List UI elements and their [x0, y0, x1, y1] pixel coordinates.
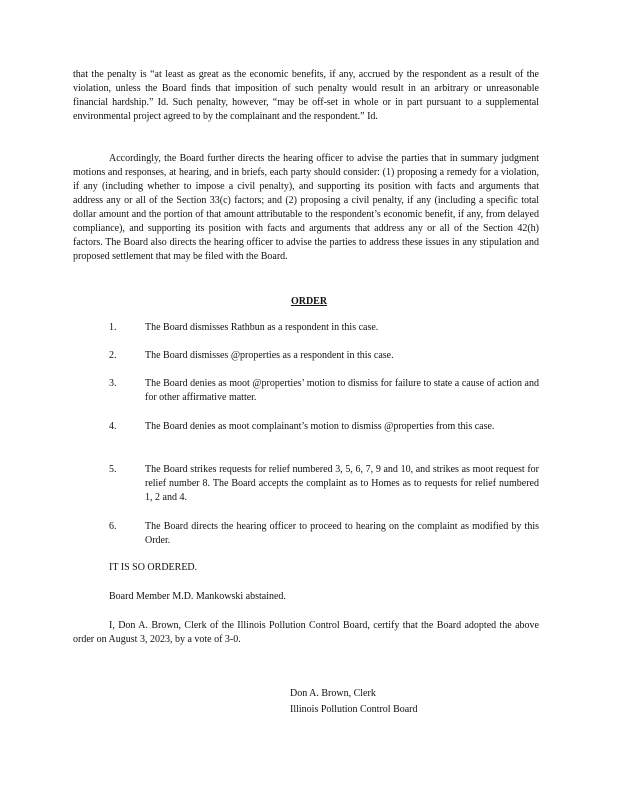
order-item-number: 5. — [109, 464, 117, 475]
signature-organization: Illinois Pollution Control Board — [290, 704, 418, 715]
order-item-text: The Board dismisses @properties as a respondent in this case. — [145, 350, 394, 361]
order-item-number: 2. — [109, 350, 117, 361]
certification-paragraph: I, Don A. Brown, Clerk of the Illinois Pollution Control Board, certify that the Board adopted the above order on August 3, 2023, by a vote of 3-0. — [73, 620, 539, 645]
order-item-text: The Board denies as moot @properties’ motion to dismiss for failure to state a cause of action and for other affirmative matter. — [145, 378, 539, 403]
order-item — [109, 520, 539, 548]
order-item — [109, 463, 539, 505]
order-item-text: The Board dismisses Rathbun as a respondent in this case. — [145, 322, 379, 333]
order-heading: ORDER — [290, 296, 328, 307]
so-ordered-line: IT IS SO ORDERED. — [109, 562, 198, 573]
signature-name: Don A. Brown, Clerk — [290, 688, 376, 699]
order-item-text: The Board directs the hearing officer to proceed to hearing on the complaint as modified by this Order. — [145, 521, 539, 546]
order-item — [109, 420, 539, 434]
accordingly-paragraph: Accordingly, the Board further directs the hearing officer to advise the parties that in summary judgment motions and responses, at hearing, and in briefs, each party should consider: (1) proposing a remedy for a violation, if any (including whether to impose a civil penalty), and supporting its position with facts and arguments that address any or all of the Section 33(c) factors; and (2) proposing a civil penalty, if any (including a specific total dollar amount and the portion of that amount attributable to the respondent’s economic benefit, if any, from delayed compliance), and supporting its position with facts and arguments that address any or all of the Section 42(h) factors. The Board also directs the hearing officer to advise the parties to address these issues in any stipulation and proposed settlement that may be filed with the Board. — [73, 153, 539, 262]
intro-paragraph: that the penalty is “at least as great as the economic benefits, if any, accrued by the respondent as a result of the violation, unless the Board finds that imposition of such penalty would result in an arbitrary or unreasonable financial hardship.” Id. Such penalty, however, “may be off-set in whole or in part pursuant to a supplemental environmental project agreed to by the complainant and the respondent.” Id. — [73, 69, 539, 122]
order-item — [109, 377, 539, 405]
order-item-text: The Board denies as moot complainant’s motion to dismiss @properties from this case. — [145, 421, 495, 432]
order-item-number: 1. — [109, 322, 117, 333]
abstained-line: Board Member M.D. Mankowski abstained. — [109, 591, 286, 602]
order-item-text: The Board strikes requests for relief numbered 3, 5, 6, 7, 9 and 10, and strikes as moot request for relief number 8. The Board accepts the complaint as to Homes as to requests for relief numbered 1, 2 and 4. — [145, 464, 539, 503]
order-item — [109, 349, 539, 363]
order-item-number: 4. — [109, 421, 117, 432]
order-item-number: 3. — [109, 378, 117, 389]
order-item-number: 6. — [109, 521, 117, 532]
order-item — [109, 321, 539, 335]
